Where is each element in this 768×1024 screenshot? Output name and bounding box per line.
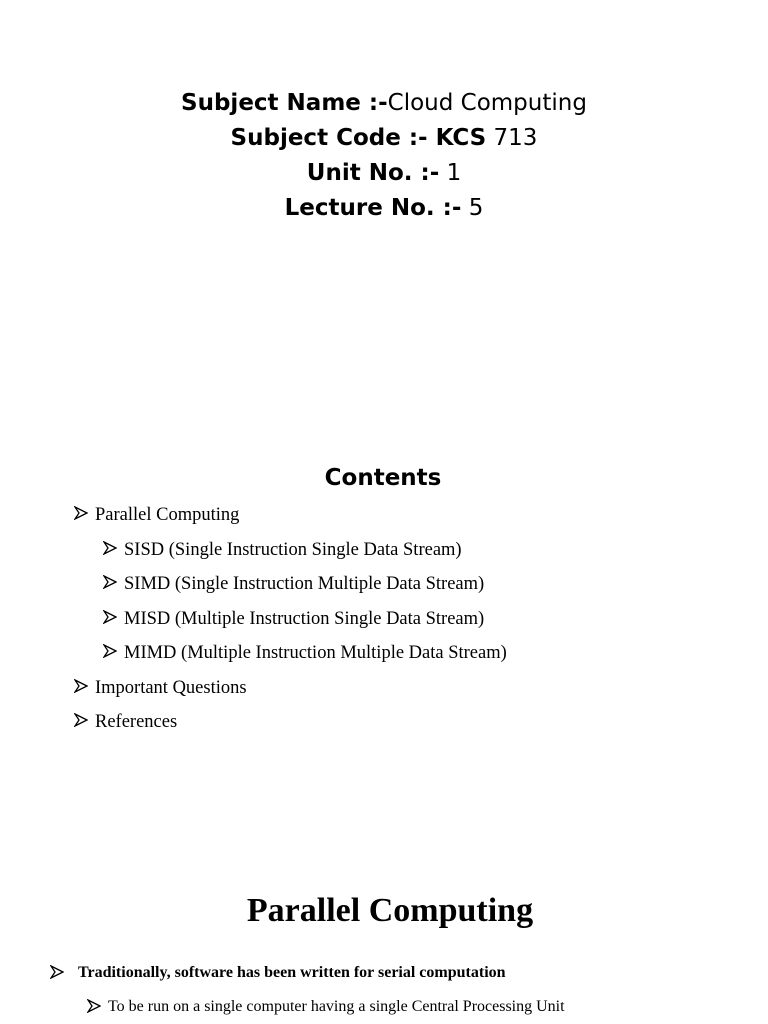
arrowhead-bullet-icon <box>103 575 117 589</box>
section-point <box>0 962 768 996</box>
lecture-value: 5 <box>461 195 484 221</box>
contents-item <box>0 500 768 535</box>
contents-item-label: References <box>95 712 178 732</box>
contents-item-label: MIMD (Multiple Instruction Multiple Data Stream) <box>124 643 507 663</box>
contents-heading: Contents <box>324 465 442 491</box>
arrowhead-bullet-icon <box>74 713 88 727</box>
subject-code-value: 713 <box>486 125 538 151</box>
contents-list <box>0 500 768 742</box>
contents-item-label: SIMD (Single Instruction Multiple Data Stream) <box>124 574 485 594</box>
unit-line <box>0 156 768 191</box>
contents-item <box>0 638 768 673</box>
arrowhead-bullet-icon <box>103 610 117 624</box>
contents-item <box>0 707 768 742</box>
lecture-label: Lecture No. :- <box>284 195 462 221</box>
subject-name-label: Subject Name :- <box>181 90 388 116</box>
section-point-text: To be run on a single computer having a single Central Processing Unit <box>108 998 565 1015</box>
section-heading: Parallel Computing <box>246 892 534 929</box>
subject-name-value: Cloud Computing <box>387 90 587 116</box>
arrowhead-bullet-icon <box>74 679 88 693</box>
contents-item-label: SISD (Single Instruction Single Data Stream) <box>124 539 462 560</box>
lecture-title-block <box>0 86 768 226</box>
contents-item-label: Parallel Computing <box>95 505 240 525</box>
arrowhead-bullet-icon <box>74 506 88 520</box>
arrowhead-bullet-icon <box>103 541 117 555</box>
contents-item <box>0 535 768 570</box>
subject-code-label: Subject Code :- KCS <box>230 125 487 151</box>
contents-item <box>0 604 768 639</box>
lecture-line <box>0 191 768 226</box>
subject-name-line <box>0 86 768 121</box>
contents-item <box>0 673 768 708</box>
arrowhead-bullet-icon <box>87 999 101 1013</box>
subject-code-line <box>0 121 768 156</box>
unit-value: 1 <box>439 160 462 186</box>
unit-label: Unit No. :- <box>306 160 440 186</box>
arrowhead-bullet-icon <box>103 644 117 658</box>
arrowhead-bullet-icon <box>50 965 64 979</box>
contents-item-label: MISD (Multiple Instruction Single Data Stream) <box>124 608 485 629</box>
contents-item <box>0 569 768 604</box>
contents-item-label: Important Questions <box>95 677 247 698</box>
section-point-text: Traditionally, software has been written for serial computation <box>78 964 506 981</box>
section-point <box>0 996 768 1018</box>
section-points <box>0 962 768 1018</box>
